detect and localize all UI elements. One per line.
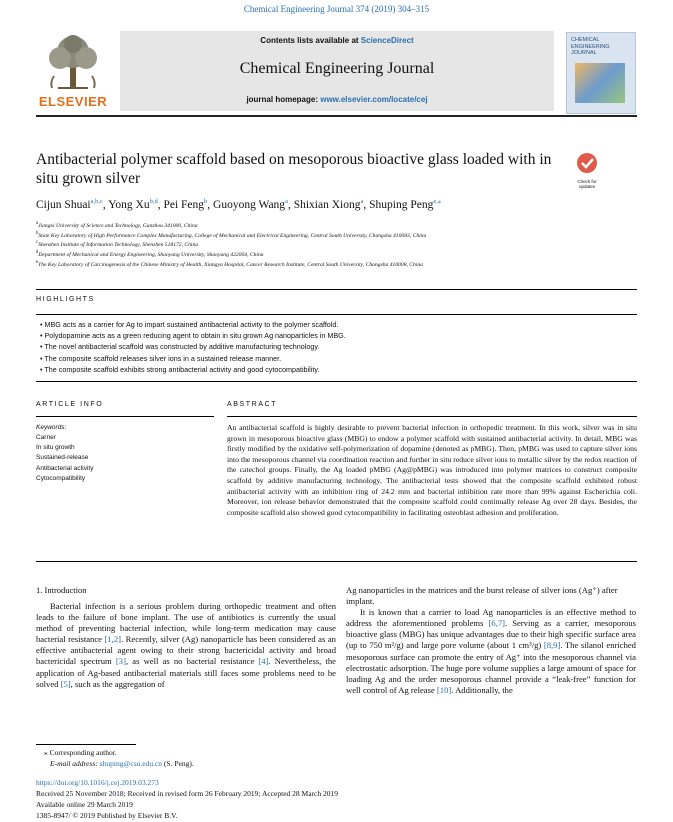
citation-link[interactable]: [10] [436,684,452,695]
paragraph-text: . Recently, silver (Ag) nanoparticle has been considered as an effective antibacterial agent owing to their strong bactericidal activity and broad bactericidal spectrum [36,634,336,667]
keyword: In situ growth [36,444,75,452]
citation-link[interactable]: [6,7] [488,618,505,629]
author-affiliation-marker[interactable]: a [360,198,364,205]
intro-paragraph-2 [346,607,636,696]
author-separator: , [207,198,214,211]
contents-prefix: Contents lists available at [260,36,361,45]
homepage-line [120,95,554,104]
author-affiliation-marker[interactable]: b,d [149,198,158,205]
highlights-heading: HIGHLIGHTS [36,296,95,303]
email-note [50,759,194,768]
bullet-icon: • [40,364,45,374]
affiliation-text: The Key Laboratory of Carcinogenesis of the Chinese Ministry of Health, Xiangya Hospital, Cancer Research Institute, Central South University, Changsha 410008, China [38,261,423,268]
affiliation [36,231,646,239]
paragraph-text: , as well as no bacterial resistance [125,656,259,667]
author-affiliation-marker[interactable]: a,b,c [90,198,103,205]
highlight-item [40,354,281,363]
affiliation-marker: e [36,260,39,265]
highlights-bottom-rule [36,381,637,382]
affiliation-text: Jiangxi University of Science and Technology, Ganzhou 341000, China [38,222,198,229]
check-updates-label: Check for updates [577,179,597,189]
check-updates-icon [572,152,602,174]
email-suffix: (S. Peng). [162,759,194,768]
author-affiliation-marker[interactable]: a [285,198,288,205]
homepage-prefix: journal homepage: [246,95,321,104]
email-label: E-mail address: [50,759,100,768]
affiliation-text: Department of Mechanical and Energy Engineering, Shaoyang University, Shaoyang 422004, China [38,251,264,258]
abstract-heading: ABSTRACT [227,401,278,408]
corresponding-author-note: ⁎ Corresponding author. [44,748,117,757]
sciencedirect-link[interactable]: ScienceDirect [360,36,414,45]
author-list [36,197,636,211]
received-dates: Received 25 November 2018; Received in revised form 26 February 2019; Accepted 28 March 2019 [36,789,338,798]
cover-title: CHEMICAL ENGINEERING JOURNAL [571,37,610,56]
affiliation-text: State Key Laboratory of High Performance Complex Manufacturing, College of Mechanical and Electrical Engineering, Central South University, Changsha 410083, China [38,232,427,239]
journal-citation[interactable]: Chemical Engineering Journal 374 (2019) 304–315 [243,4,430,14]
keyword: Antibacterial activity [36,464,94,472]
keyword: Carrier [36,434,56,441]
affiliation [36,260,646,268]
abstract-text: An antibacterial scaffold is highly desirable to prevent bacterial infection in orthopedic treatment. In this work, silver was in situ grown in mesoporous bioactive glass (MBG) to endow a polymer scaffold with sustained antibacterial activity. In detail, MBG was firstly modified by the oxidative self-polymerization of dopamine (denoted as pMBG). Then, pMBG was used to capture silver ions into the mesoporous channel via coordination reaction and further in situ reduce silver ions to metallic silver by the redox reaction of the catechol groups. Finally, the Ag loaded pMBG (Ag@pMBG) was introduced into polymer matrices to construct composite scaffold by additive manufacturing technology. The antibacterial tests showed that the composite scaffold exhibited robust antibacterial activity with an inhibition ring of 24.2 mm and bacterial inhibition rate more than 99% against Escherichia coli. Moreover, ion release behavior demonstrated that the composite scaffold could continually release Ag over 28 days. Besides, the composite scaffold also showed good cytocompatibility in facilitating osteoblast adhesion and proliferation. [227,423,637,517]
header-rule [36,115,637,117]
paragraph-text: It is known that a carrier to load Ag nanoparticles is an effective method to address the aforementioned problems [346,607,636,629]
affiliation-text: Shenzhen Institute of Information Technology, Shenzhen 518172, China [38,241,199,248]
journal-name: Chemical Engineering Journal [239,60,435,77]
intro-column-2 [346,585,636,696]
author-name: Cijun Shuai [36,198,91,211]
intro-paragraph-1 [36,601,336,690]
paragraph-text: Bacterial infection is a serious problem during orthopedic treatment and often leads to the failure of bone implant. The use of antibiotics is currently the usual method of preventing bacterial infection, while long-term medication may cause bacterial resistance [36,601,336,645]
author-separator: , [287,198,294,211]
highlights-rule [36,314,637,315]
author-name: Yong Xu [108,198,150,211]
highlight-text: Polydopamine acts as a green reducing agent to obtain in situ grown Ag nanoparticles in MBG. [44,331,346,341]
highlight-item [40,342,319,351]
doi-link[interactable]: https://doi.org/10.1016/j.cej.2019.03.273 [36,778,159,787]
citation-link[interactable]: [1,2] [104,634,121,645]
highlight-item [40,365,319,374]
author-name: Pei Feng [163,198,205,211]
paragraph-text: . Additionally, the [451,684,513,695]
highlight-text: The composite scaffold releases silver ions in a sustained release manner. [44,353,282,363]
publisher-logo[interactable]: ELSEVIER [38,94,108,109]
affiliation [36,240,646,248]
highlight-text: MBG acts as a carrier for Ag to impart sustained antibacterial activity to the polymer scaffold. [44,320,339,329]
bullet-icon: • [40,342,45,352]
author-name: Shuping Peng [369,198,434,211]
check-updates-badge[interactable] [572,152,602,189]
homepage-link[interactable]: www.elsevier.com/locate/cej [320,95,428,104]
cover-graphic [575,63,625,103]
journal-cover[interactable] [566,32,636,114]
author-separator: , [157,198,164,211]
available-online: Available online 29 March 2019 [36,800,133,809]
citation-link[interactable]: [4] [258,656,269,667]
affiliation-marker: c [36,240,39,245]
contents-line [120,36,554,45]
keywords-label: Keywords: [36,424,67,431]
author-separator: , [363,198,370,211]
author-affiliation-marker[interactable]: b [204,198,208,205]
email-link[interactable]: shuping@csu.edu.cn [99,759,163,768]
citation-link[interactable]: [5] [60,678,71,689]
affiliation [36,250,646,258]
highlight-item [40,320,338,329]
highlight-item [40,331,346,340]
citation-link[interactable]: [8,9] [543,640,561,651]
abstract-bottom-rule [36,561,637,562]
article-title: Antibacterial polymer scaffold based on mesoporous bioactive glass loaded with in situ grown silver [36,151,552,187]
author-name: Guoyong Wang [213,198,286,211]
author-name: Shixian Xiong [293,198,361,211]
paragraph-text: . Serving as a carrier, mesoporous bioactive glass (MBG) has unique advantages due to their high specific surface area (up to 750 m²/g) and large pore volume (about 1 cm³/g) [346,618,636,651]
citation-link[interactable]: [3] [115,656,126,667]
affiliation-marker: d [36,250,39,255]
introduction-heading: 1. Introduction [36,585,87,595]
keyword: Sustained-release [36,454,89,462]
footnote-rule [36,744,136,745]
highlight-text: The novel antibacterial scaffold was constructed by additive manufacturing technology. [44,342,320,352]
bullet-icon: • [40,331,45,341]
author-separator: , [102,198,109,211]
article-info-rule [36,416,214,417]
bullet-icon: • [40,353,45,363]
paragraph-text: . Nevertheless, the application of Ag-based antibacterial materials still faces some problems need to be solved [36,656,336,689]
affiliation-marker: b [36,231,39,236]
paragraph-text: . The silanol enriched mesoporous surface can promote the entry of Ag⁺ into the mesoporous channel via electrostatic adsorption. The huge pore volume supplies a large amount of space for loading Ag and the order mesoporous channel provide a “leak-free” function for well control of Ag release [346,640,636,695]
elsevier-tree-logo [40,32,106,92]
article-info-heading: ARTICLE INFO [36,401,104,408]
highlight-text: The composite scaffold exhibits strong antibacterial activity and good cytocompatibility. [44,364,320,374]
keyword: Cytocompatibility [36,474,86,482]
copyright: 1385-8947/ © 2019 Published by Elsevier B.V. [36,811,178,820]
paragraph-text: , such as the aggregation of [70,678,165,689]
highlights-top-rule [36,289,637,290]
intro-paragraph-col2-cont: Ag nanoparticles in the matrices and the burst release of silver ions (Ag⁺) after implant. [346,585,618,607]
abstract-rule [227,416,637,417]
affiliation-marker: a [36,221,39,226]
author-affiliation-marker[interactable]: e,⁎ [433,198,442,205]
bullet-icon: • [40,320,45,329]
affiliation [36,221,646,229]
